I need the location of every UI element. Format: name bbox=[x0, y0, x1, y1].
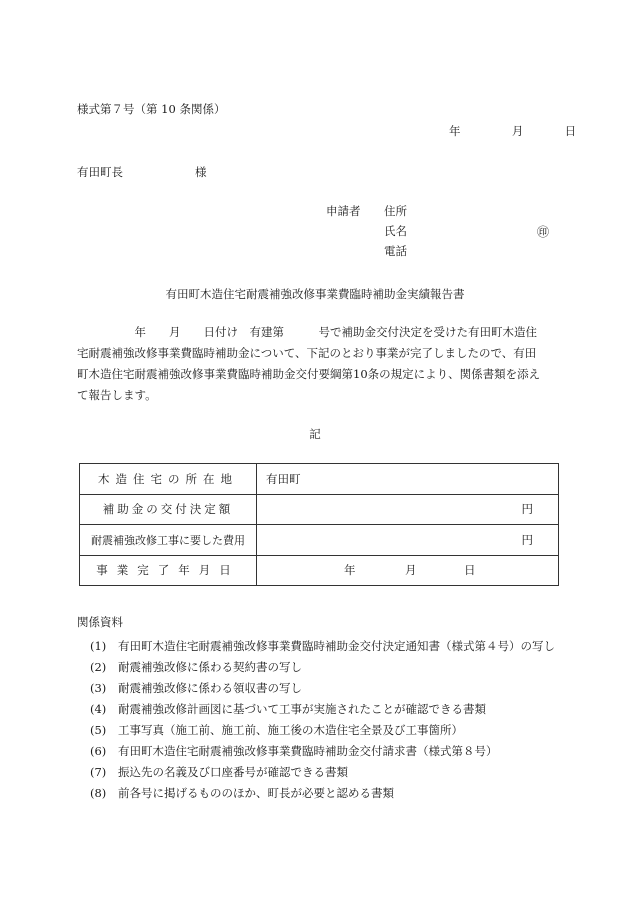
list-item-number: (1) bbox=[90, 639, 107, 653]
grant-amount-unit: 円 bbox=[521, 502, 533, 517]
body-paragraph bbox=[77, 322, 559, 406]
list-item-text: 工事写真（施工前、施工前、施工後の木造住宅全景及び工事箇所） bbox=[118, 723, 463, 737]
table-row bbox=[80, 494, 559, 525]
seal-mark: ㊞ bbox=[537, 225, 550, 239]
document-title: 有田町木造住宅耐震補強改修事業費臨時補助金実績報告書 bbox=[165, 287, 465, 301]
body-line: 年 月 日付け 有建第 号で補助金交付決定を受けた有田町木造住 bbox=[77, 325, 537, 339]
completion-date-label: 事業完了年月日 bbox=[80, 555, 257, 586]
location-value: 有田町 bbox=[257, 464, 559, 495]
applicant-phone-label: 電話 bbox=[384, 244, 407, 258]
list-item bbox=[90, 720, 565, 741]
form-number: 様式第７号（第 10 条関係） bbox=[77, 102, 226, 116]
submission-date bbox=[449, 123, 576, 139]
list-item-text: 有田町木造住宅耐震補強改修事業費臨時補助金交付決定通知書（様式第４号）の写し bbox=[118, 639, 555, 653]
grant-amount-label: 補助金の交付決定額 bbox=[80, 494, 257, 525]
addressee-name: 有田町長 bbox=[77, 165, 123, 179]
completion-year: 年 bbox=[344, 563, 356, 578]
list-item bbox=[90, 762, 565, 783]
list-item-number: (6) bbox=[90, 744, 107, 758]
completion-date-value bbox=[257, 555, 559, 586]
list-item bbox=[90, 783, 565, 804]
list-item-text: 振込先の名義及び口座番号が確認できる書類 bbox=[118, 765, 348, 779]
body-line: て報告します。 bbox=[77, 388, 157, 402]
list-item-text: 耐震補強改修に係わる領収書の写し bbox=[118, 681, 302, 695]
list-item bbox=[90, 657, 565, 678]
date-year: 年 bbox=[449, 124, 461, 138]
addressee-honorific: 様 bbox=[195, 165, 207, 179]
date-day: 日 bbox=[564, 124, 577, 138]
list-item bbox=[90, 699, 565, 720]
date-month: 月 bbox=[511, 124, 524, 138]
body-line: 宅耐震補強改修事業費臨時補助金について、下記のとおり事業が完了しましたので、有田 bbox=[77, 346, 537, 360]
materials-list bbox=[90, 636, 565, 804]
grant-amount-value bbox=[257, 494, 559, 525]
cost-label: 耐震補強改修工事に要した費用 bbox=[80, 525, 257, 556]
list-item-text: 有田町木造住宅耐震補強改修事業費臨時補助金交付請求書（様式第８号） bbox=[118, 744, 498, 758]
body-line: 町木造住宅耐震補強改修事業費臨時補助金交付要綱第10条の規定により、関係書類を添え bbox=[77, 367, 541, 381]
list-item-number: (3) bbox=[90, 681, 107, 695]
list-item-number: (2) bbox=[90, 660, 107, 674]
list-item-text: 耐震補強改修に係わる契約書の写し bbox=[118, 660, 302, 674]
cost-unit: 円 bbox=[521, 532, 533, 547]
completion-month: 月 bbox=[405, 563, 417, 578]
list-item bbox=[90, 636, 565, 657]
table-row bbox=[80, 525, 559, 556]
list-item bbox=[90, 678, 565, 699]
list-item-text: 前各号に掲げるもののほか、町長が必要と認める書類 bbox=[118, 786, 394, 800]
list-item-text: 耐震補強改修計画図に基づいて工事が実施されたことが確認できる書類 bbox=[118, 702, 486, 716]
addressee bbox=[77, 164, 207, 180]
applicant-address-label: 住所 bbox=[384, 204, 407, 218]
list-item-number: (8) bbox=[90, 786, 107, 800]
list-item bbox=[90, 741, 565, 762]
ki-heading: 記 bbox=[309, 427, 321, 441]
cost-value bbox=[257, 525, 559, 556]
list-item-number: (5) bbox=[90, 723, 107, 737]
applicant-label: 申請者 bbox=[326, 204, 361, 218]
report-table bbox=[79, 463, 559, 586]
table-row bbox=[80, 555, 559, 586]
list-item-number: (4) bbox=[90, 702, 107, 716]
location-label: 木造住宅の所在地 bbox=[80, 464, 257, 495]
list-item-number: (7) bbox=[90, 765, 107, 779]
completion-day: 日 bbox=[464, 563, 476, 578]
table-row bbox=[80, 464, 559, 495]
materials-heading: 関係資料 bbox=[77, 615, 123, 629]
applicant-name-label: 氏名 bbox=[384, 224, 407, 238]
